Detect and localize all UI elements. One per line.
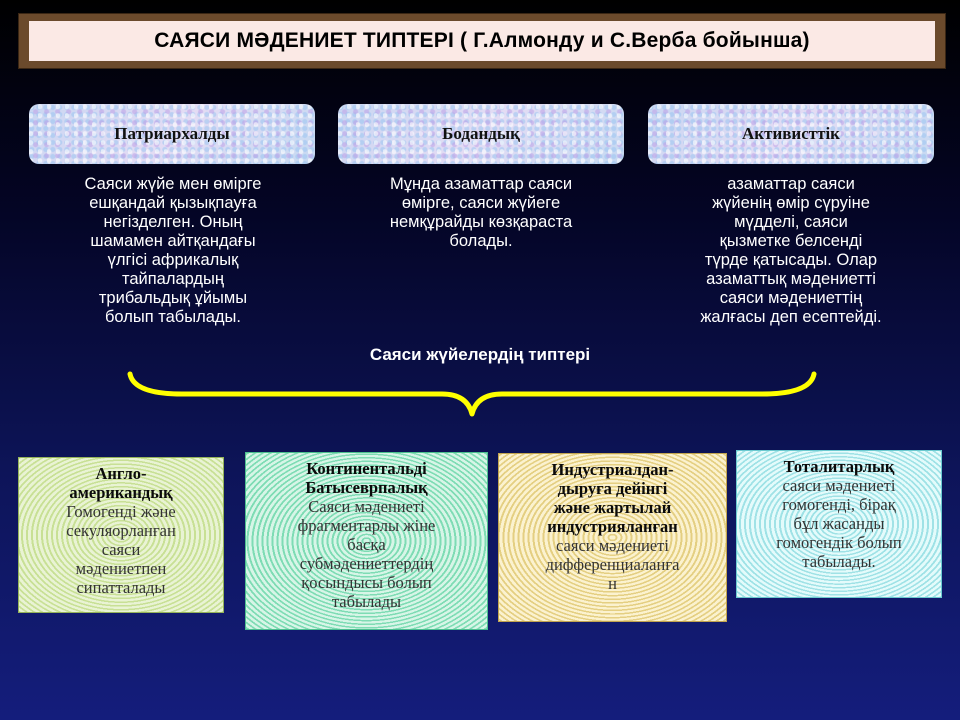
description-line: тайпалардың: [121, 270, 225, 288]
system-type-anglo-american: [18, 457, 224, 613]
system-type-heading: Тоталитарлық: [783, 457, 895, 476]
system-type-body: мәдениетпен: [75, 559, 167, 578]
title-box: [29, 21, 935, 61]
system-type-heading: Индустриалдан-: [551, 460, 674, 479]
description-line: азаматтық мәдениетті: [706, 270, 876, 288]
system-type-heading: дыруға дейінгі: [557, 479, 668, 498]
system-type-body: сипатталады: [76, 578, 166, 597]
culture-type-subject: [338, 104, 624, 164]
culture-type-patriarchal: [29, 104, 315, 164]
description-line: негізделген. Оның: [103, 213, 243, 231]
system-type-body: секуляорланған: [66, 521, 176, 540]
systems-label: Саяси жүйелердің типтері: [369, 345, 591, 364]
description-line: саяси мәдениеттің: [719, 289, 863, 307]
system-type-heading: Англо-: [95, 464, 147, 483]
description-line: азаматтар саяси: [727, 175, 855, 193]
description-line: түрде қатысады. Олар: [704, 251, 878, 269]
description-line: ешқандай қызықпауға: [89, 194, 257, 212]
culture-type-label: Активисттік: [742, 124, 840, 143]
system-type-body: дифференциаланға: [545, 555, 680, 574]
culture-description-activist: [656, 175, 926, 327]
system-type-heading: және жартылай: [553, 498, 672, 517]
description-line: немқұрайды көзқараста: [389, 213, 573, 231]
system-type-continental: [245, 452, 488, 630]
description-line: жалғасы деп есептейді.: [700, 308, 882, 326]
description-line: болады.: [449, 232, 513, 250]
page-title: САЯСИ МӘДЕНИЕТ ТИПТЕРІ ( Г.Алмонду и С.Верба бойынша): [154, 29, 810, 52]
description-line: мүдделі, саяси: [734, 213, 848, 231]
description-line: Саяси жүйе мен өмірге: [84, 175, 262, 193]
system-type-heading: индустрияланған: [547, 517, 678, 536]
system-type-totalitarian: [736, 450, 942, 598]
system-type-body: гомогендік болып: [776, 533, 902, 552]
title-frame: [18, 13, 946, 69]
description-line: үлгісі африкалық: [107, 251, 239, 269]
system-type-body: Саяси мәдениеті: [308, 497, 425, 516]
curly-brace: [122, 368, 822, 418]
system-type-body: бұл жасанды: [793, 514, 885, 533]
description-line: трибальдық ұйымы: [98, 289, 248, 307]
system-type-body: субмәдениеттердің: [299, 554, 434, 573]
system-type-preindustrial: [498, 453, 727, 622]
system-type-body: фрагментарлы жіне: [297, 516, 436, 535]
culture-type-activist: [648, 104, 934, 164]
system-type-body: саяси мәдениеті: [782, 476, 896, 495]
description-line: болып табылады.: [104, 308, 241, 326]
system-type-body: н: [608, 574, 617, 593]
system-type-body: табылады: [331, 592, 402, 611]
culture-description-subject: [346, 175, 616, 251]
description-line: шамамен айтқандағы: [90, 232, 256, 250]
system-type-body: гомогенді, бірақ: [782, 495, 896, 514]
system-type-body: Гомогенді және: [66, 502, 176, 521]
system-type-heading: Континентальді: [306, 459, 427, 478]
system-type-body: басқа: [347, 535, 386, 554]
system-type-body: саяси: [101, 540, 141, 559]
system-type-heading: американдық: [69, 483, 173, 502]
system-type-body: саяси мәдениеті: [556, 536, 669, 555]
system-type-body: қосындысы болып: [301, 573, 432, 592]
culture-type-label: Бодандық: [442, 124, 520, 143]
culture-description-patriarchal: [38, 175, 308, 327]
system-type-body: табылады.: [802, 552, 876, 571]
description-line: қызметке белсенді: [719, 232, 863, 250]
description-line: өмірге, саяси жүйеге: [401, 194, 561, 212]
description-line: Мұнда азаматтар саяси: [389, 175, 573, 193]
description-line: жүйенің өмір сүруіне: [712, 194, 870, 212]
system-type-heading: Батысеврпалық: [305, 478, 428, 497]
culture-type-label: Патриархалды: [114, 124, 230, 143]
